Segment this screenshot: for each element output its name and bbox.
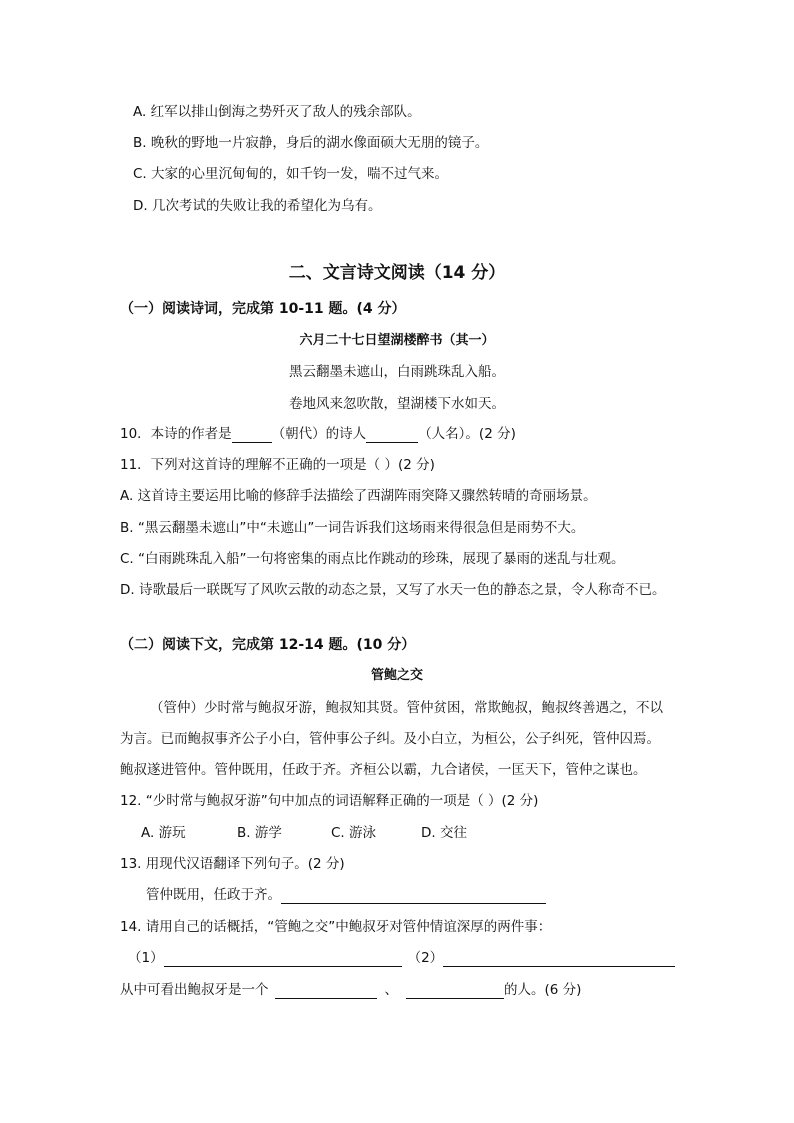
q10-prefix: 10．本诗的作者是 — [120, 426, 232, 442]
q14-conclusion-suffix: 的人。(6 分) — [504, 982, 582, 998]
q14-trait-blank-2[interactable] — [406, 984, 504, 999]
q13-answer-row — [146, 886, 546, 904]
q12-options — [141, 824, 467, 842]
q9-option-b: B. 晚秋的野地一片寂静，身后的湖水像面硕大无朋的镜子。 — [133, 135, 489, 151]
q10-poet-blank[interactable] — [366, 428, 418, 443]
q14-answer-blank-1[interactable] — [164, 952, 402, 967]
q14-stem: 14. 请用自己的话概括，“管鲍之交”中鲍叔牙对管仲情谊深厚的两件事： — [120, 919, 552, 935]
part2-title: （二）阅读下文，完成第 12-14 题。(10 分） — [120, 637, 416, 653]
q11-stem: 11．下列对这首诗的理解不正确的一项是（ ）(2 分) — [120, 457, 435, 473]
q9-option-d: D. 几次考试的失败让我的希望化为乌有。 — [133, 198, 382, 214]
q11-option-c: C. “白雨跳珠乱入船”一句将密集的雨点比作跳动的珍珠，展现了暴雨的迷乱与壮观。 — [120, 551, 625, 567]
passage-line-1: （管仲）少时常与鲍叔牙游，鲍叔知其贤。管仲贫困，常欺鲍叔，鲍叔终善遇之，不以 — [150, 700, 663, 716]
q9-option-a: A. 红军以排山倒海之势歼灭了敌人的残余部队。 — [133, 104, 421, 120]
q12-stem: 12. “少时常与鲍叔牙游”句中加点的词语解释正确的一项是（ ）(2 分) — [120, 793, 539, 809]
q11-option-d: D. 诗歌最后一联既写了风吹云散的动态之景，又写了水天一色的静态之景，令人称奇不已。 — [120, 582, 666, 598]
q14-answer-row — [128, 949, 675, 967]
section-title: 二、文言诗文阅读（14 分） — [288, 263, 506, 283]
passage-line-3: 鲍叔遂进管仲。管仲既用，任政于齐。齐桓公以霸，九合诸侯，一匡天下，管仲之谋也。 — [120, 762, 647, 778]
part1-title: （一）阅读诗词，完成第 10-11 题。(4 分） — [120, 301, 406, 317]
q10-mid: （朝代）的诗人 — [271, 426, 367, 442]
q13-answer-blank[interactable] — [281, 889, 546, 904]
poem-line-2: 卷地风来忽吹散，望湖楼下水如天。 — [289, 396, 505, 412]
q10-dynasty-blank[interactable] — [232, 428, 272, 443]
q10-suffix: （人名）。(2 分) — [418, 426, 516, 442]
q14-label-2: （2） — [407, 950, 444, 966]
q10 — [120, 425, 516, 443]
q13-sentence: 管仲既用，任政于齐。 — [146, 887, 281, 903]
passage-line-2: 为言。已而鲍叔事齐公子小白，管仲事公子纠。及小白立，为桓公，公子纠死，管仲囚焉。 — [120, 731, 660, 747]
q9-option-c: C. 大家的心里沉甸甸的，如千钧一发，喘不过气来。 — [133, 166, 449, 182]
q14-answer-blank-2[interactable] — [443, 952, 675, 967]
poem-title: 六月二十七日望湖楼醉书（其一） — [299, 333, 495, 348]
q13-stem: 13. 用现代汉语翻译下列句子。(2 分) — [120, 856, 345, 872]
q11-option-b: B. “黑云翻墨未遮山”中“未遮山”一词告诉我们这场雨来得很急但是雨势不大。 — [120, 520, 585, 536]
q14-trait-blank-1[interactable] — [275, 984, 377, 999]
q11-option-a: A. 这首诗主要运用比喻的修辞手法描绘了西湖阵雨突降又骤然转晴的奇丽场景。 — [120, 488, 597, 504]
q12-option-a: A. 游玩 — [141, 825, 186, 841]
q12-option-c: C. 游泳 — [331, 825, 377, 841]
q12-option-d: D. 交往 — [421, 825, 467, 841]
q14-conclusion — [120, 981, 581, 999]
text-title: 管鲍之交 — [370, 668, 423, 683]
poem-line-1: 黑云翻墨未遮山，白雨跳珠乱入船。 — [289, 364, 505, 380]
q14-conclusion-prefix: 从中可看出鲍叔牙是一个 — [120, 982, 269, 998]
q12-option-b: B. 游学 — [237, 825, 282, 841]
q14-conclusion-sep: 、 — [384, 982, 398, 998]
q14-label-1: （1） — [128, 950, 164, 966]
